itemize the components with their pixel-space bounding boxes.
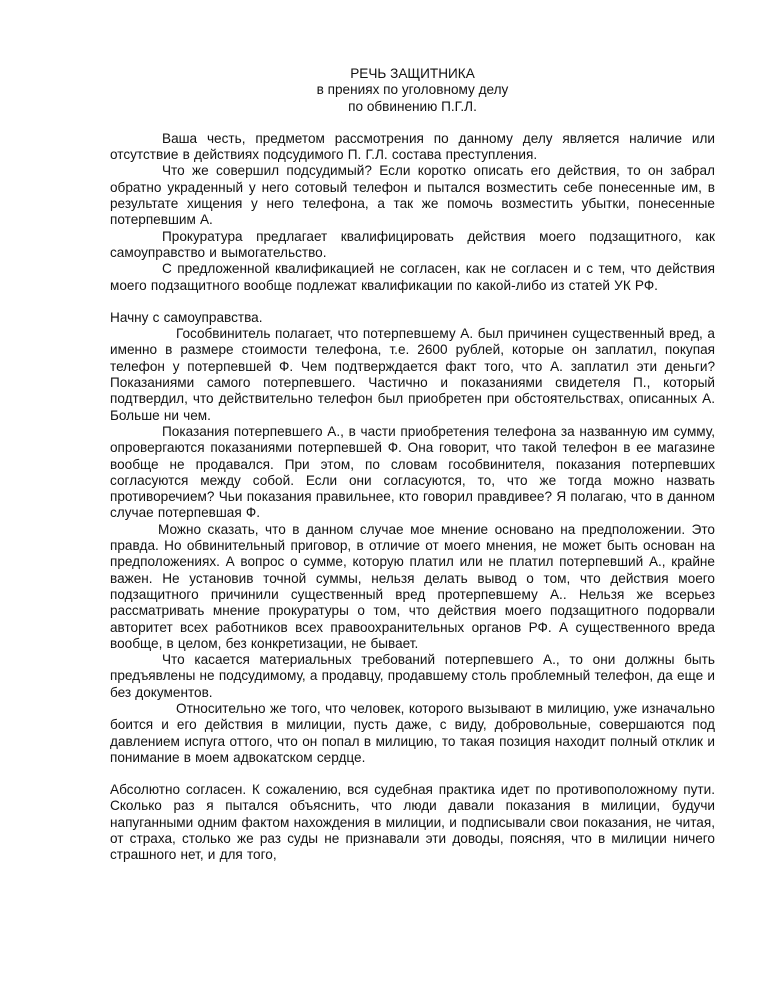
paragraph: Гособвинитель полагает, что потерпевшему А. был причинен существенный вред, а именно в размере стоимости телефона, т.е. 2600 рублей, которые он заплатил, покупая телефон у потерпевшей Ф. Чем подтверждается факт того, что А. заплатил эти деньги? Показаниями самого потерпевшего. Частично и показаниями свидетеля П., который подтвердил, что действительно телефон был приобретен при обстоятельствах, описанных А. Больше ни чем.: [110, 326, 715, 423]
spacer: [110, 766, 715, 782]
paragraph: Прокуратура предлагает квалифицировать действия моего подзащитного, как самоуправство и вымогательство.: [110, 228, 715, 260]
document-subtitle-1: в прениях по уголовному делу: [316, 82, 509, 98]
paragraph: Что касается материальных требований потерпевшего А., то они должны быть предъявлены не подсудимому, а продавцу, продавшему столь проблемный телефон, да еще и без документов.: [110, 652, 715, 700]
paragraph: Абсолютно согласен. К сожалению, вся судебная практика идет по противоположному пути. Сколько раз я пытался объяснить, что люди давали показания в милиции, будучи напуганными одним фактом нахождения в милиции, и подписывали свои показания, не читая, от страха, столько же раз суды не признавали эти доводы, поясняя, что в милиции ничего страшного нет, и для того,: [110, 782, 715, 863]
paragraph: Относительно же того, что человек, которого вызывают в милицию, уже изначально боится и его действия в милиции, пусть даже, с виду, добровольные, совершаются под давлением испуга оттого, что он попал в милицию, то такая позиция находит полный отклик и понимание в моем адвокатском сердце.: [110, 700, 715, 765]
paragraph: Можно сказать, что в данном случае мое мнение основано на предположении. Это правда. Но обвинительный приговор, в отличие от моего мнения, не может быть основан на предположениях. А вопрос о сумме, которую платил или не платил потерпевший А., крайне важен. Не установив точной суммы, нельзя делать вывод о том, что действия моего подзащитного причинили существенный вред протерпевшему А.. Нельзя же всерьез рассматривать мнение прокуратуры о том, что действия моего подзащитного подорвали авторитет всех работников всех правоохранительных органов РФ. А существенного вреда вообще, в целом, без конкретизации, не бывает.: [110, 521, 715, 651]
document-title: РЕЧЬ ЗАЩИТНИКА: [350, 66, 475, 81]
paragraph: Что же совершил подсудимый? Если коротко описать его действия, то он забрал обратно украденный у него сотовый телефон и пытался возместить себе понесенные им, в результате хищения у него телефона, а так же помочь возместить убытки, понесенные потерпевшим А.: [110, 163, 715, 228]
paragraph: С предложенной квалификацией не согласен, как не согласен и с тем, что действия моего подзащитного вообще подлежат квалификации по какой-либо из статей УК РФ.: [110, 261, 715, 293]
paragraph: Показания потерпевшего А., в части приобретения телефона за названную им сумму, опровергаются показаниями потерпевшей Ф. Она говорит, что такой телефон в ее магазине вообще не продавался. При этом, по словам гособвинителя, показания потерпевших согласуются между собой. Если они согласуются, то, что же тогда можно назвать противоречием? Чьи показания правильнее, кто говорил правдивее? Я полагаю, что в данном случае потерпевшая Ф.: [110, 423, 715, 521]
paragraph: Ваша честь, предметом рассмотрения по данному делу является наличие или отсутствие в действиях подсудимого П. Г.Л. состава преступления.: [110, 130, 715, 163]
spacer: [110, 115, 715, 131]
paragraph: Начну с самоуправства.: [110, 309, 263, 325]
spacer: [110, 294, 715, 310]
document-subtitle-2: по обвинению П.Г.Л.: [348, 98, 477, 114]
document-heading: [110, 66, 715, 115]
